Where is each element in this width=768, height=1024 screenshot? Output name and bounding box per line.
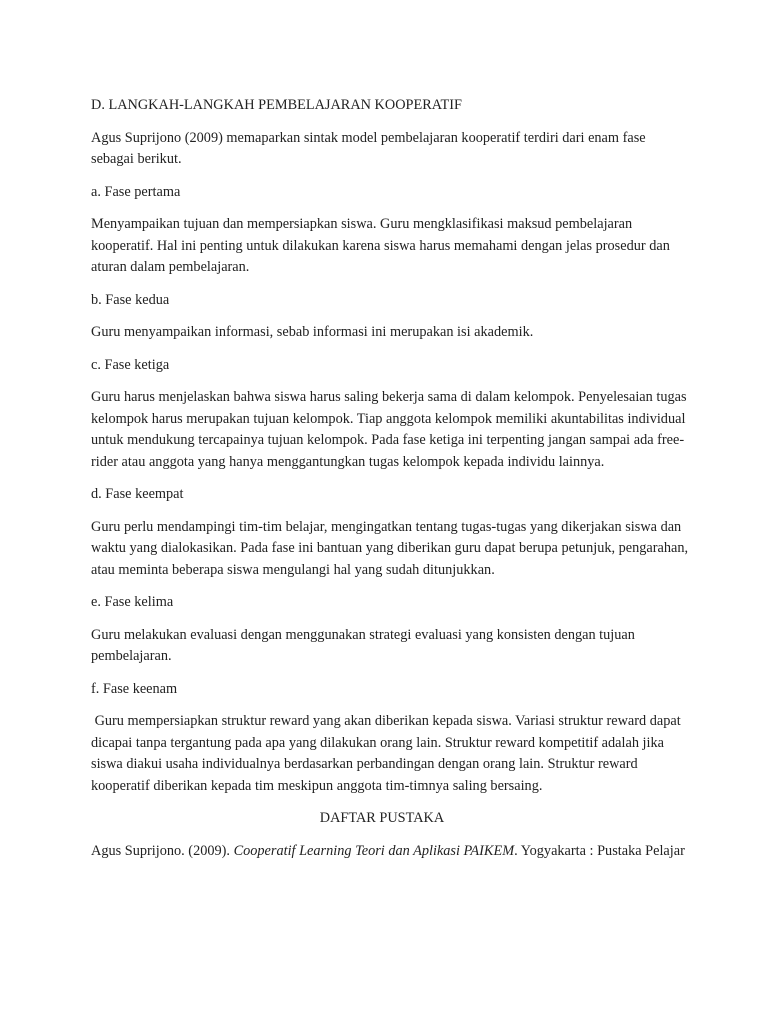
- phase-c-text: Guru harus menjelaskan bahwa siswa harus saling bekerja sama di dalam kelompok. Penyelesaian tugas kelompok harus merupakan tujuan kelompok. Tiap anggota kelompok memiliki akuntabilitas individual untuk mendukung tercapainya tujuan kelompok. Pada fase ketiga ini terpenting jangan sampai ada free-rider atau anggota yang hanya menggantungkan tugas kelompok kepada individu lainnya.: [91, 389, 687, 470]
- phase-e-text: Guru melakukan evaluasi dengan menggunakan strategi evaluasi yang konsisten dengan tujuan pembelajaran.: [91, 626, 635, 664]
- phase-d-label: d. Fase keempat: [91, 486, 184, 502]
- phase-b-text: Guru menyampaikan informasi, sebab informasi ini merupakan isi akademik.: [91, 324, 534, 340]
- bibliography-entry: [91, 841, 724, 863]
- phase-b-label: b. Fase kedua: [91, 291, 170, 308]
- phase-e-label: e. Fase kelima: [91, 594, 174, 610]
- reference-publisher: . Yogyakarta : Pustaka Pelajar: [514, 842, 685, 859]
- phase-f-label: f. Fase keenam: [91, 680, 178, 697]
- reference-book-title: Cooperatif Learning Teori dan Aplikasi PAIKEM: [233, 842, 515, 859]
- section-title: D. LANGKAH-LANGKAH PEMBELAJARAN KOOPERATIF: [91, 97, 462, 113]
- intro-paragraph: Agus Suprijono (2009) memaparkan sintak model pembelajaran kooperatif terdiri dari enam fase sebagai berikut.: [91, 129, 646, 167]
- phase-d-text: Guru perlu mendampingi tim-tim belajar, mengingatkan tentang tugas-tugas yang dikerjakan siswa dan waktu yang dialokasikan. Pada fase ini bantuan yang diberikan guru dapat berupa petunjuk, pengarahan, atau meminta beberapa siswa mengulangi hal yang sudah ditunjukkan.: [91, 518, 689, 578]
- bibliography-title: DAFTAR PUSTAKA: [319, 810, 445, 826]
- phase-c-label: c. Fase ketiga: [91, 356, 170, 373]
- phase-a-text: Menyampaikan tujuan dan mempersiapkan siswa. Guru mengklasifikasi maksud pembelajaran kooperatif. Hal ini penting untuk dilakukan karena siswa harus memahami dengan jelas prosedur dan aturan dalam pembelajaran.: [91, 216, 670, 275]
- phase-a-label: a. Fase pertama: [91, 183, 181, 200]
- reference-author-year: Agus Suprijono. (2009).: [91, 842, 234, 859]
- phase-f-text: Guru mempersiapkan struktur reward yang akan diberikan kepada siswa. Variasi struktur reward dapat dicapai tanpa tergantung pada apa yang dilakukan orang lain. Struktur reward kompetitif adalah jika siswa diakui usaha individualnya berdasarkan perbandingan dengan orang lain. Struktur reward kooperatif diberikan kepada tim meskipun anggota tim-timnya saling bersaing.: [91, 713, 685, 794]
